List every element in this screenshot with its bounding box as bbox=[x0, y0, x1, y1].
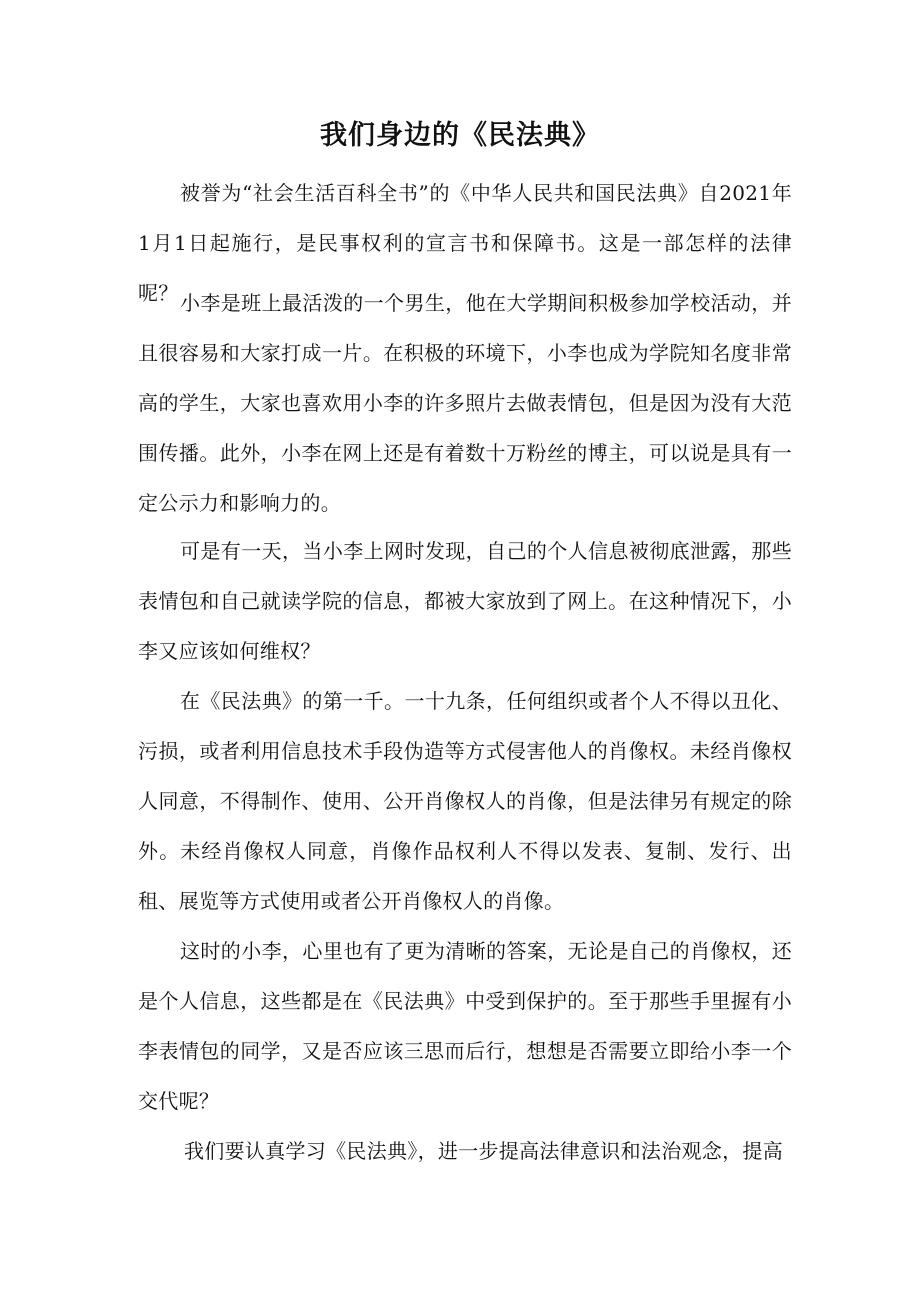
paragraph-answer: 这时的小李，心里也有了更为清晰的答案，无论是自己的肖像权，还是个人信息，这些都是在《民法典》中受到保护的。至于那些手里握有小李表情包的同学，又是否应该三思而后行，想想是否需要立即给小李一个交代呢？ bbox=[138, 939, 792, 1113]
document-title: 我们身边的《民法典》 bbox=[320, 120, 600, 151]
paragraph-info-leak: 可是有一天，当小李上网时发现，自己的个人信息被彻底泄露，那些表情包和自己就读学院的信息，都被大家放到了网上。在这种情况下，小李又应该如何维权？ bbox=[138, 539, 792, 663]
paragraph-xiaoli-background: 小李是班上最活泼的一个男生，他在大学期间积极参加学校活动，并且很容易和大家打成一片。在积极的环境下，小李也成为学院知名度非常高的学生，大家也喜欢用小李的许多照片去做表情包，但是因为没有大范围传播。此外，小李在网上还是有着数十万粉丝的博主，可以说是具有一定公示力和影响力的。 bbox=[138, 291, 792, 515]
paragraph-conclusion: 我们要认真学习《民法典》，进一步提高法律意识和法治观念，提高 bbox=[184, 1139, 783, 1163]
paragraph-intro: 被誉为“社会生活百科全书”的《中华人民共和国民法典》自2021年1月1日起施行，是民事权利的宣言书和保障书。这是一部怎样的法律呢？ bbox=[138, 181, 792, 305]
paragraph-portrait-right-article: 在《民法典》的第一千。一十九条，任何组织或者个人不得以丑化、污损，或者利用信息技术手段伪造等方式侵害他人的肖像权。未经肖像权人同意，不得制作、使用、公开肖像权人的肖像，但是法律另有规定的除外。未经肖像权人同意，肖像作品权利人不得以发表、复制、发行、出租、展览等方式使用或者公开肖像权人的肖像。 bbox=[138, 689, 792, 913]
